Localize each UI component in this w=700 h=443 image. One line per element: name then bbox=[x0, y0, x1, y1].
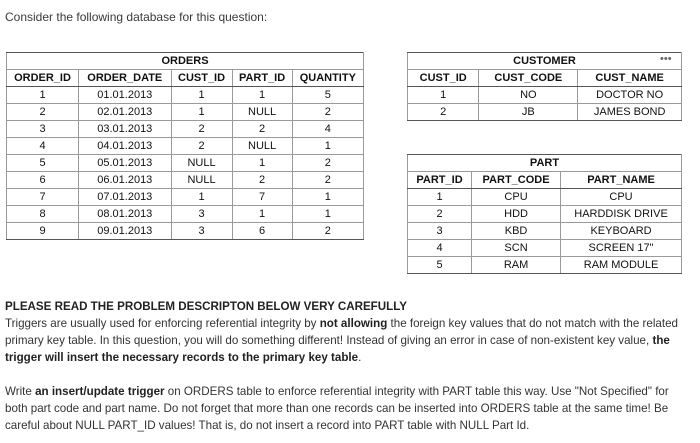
orders-table-row bbox=[7, 121, 364, 138]
orders-table-cell: 1 bbox=[232, 87, 292, 104]
part-column-header: PART_CODE bbox=[472, 172, 561, 189]
orders-table-cell: 08.01.2013 bbox=[79, 206, 172, 223]
orders-table-cell: 07.01.2013 bbox=[79, 189, 172, 206]
orders-table-cell: 6 bbox=[7, 172, 79, 189]
orders-table-cell: 02.01.2013 bbox=[79, 104, 172, 121]
orders-table-cell: 2 bbox=[292, 223, 363, 240]
orders-table-cell: NULL bbox=[171, 155, 232, 172]
p1-bold-trigger-insert: the trigger will insert the necessary records to the primary key table bbox=[5, 334, 670, 364]
customer-header-row bbox=[408, 70, 682, 87]
part-table-row bbox=[408, 223, 682, 240]
orders-table-cell: 09.01.2013 bbox=[79, 223, 172, 240]
orders-table-cell: 1 bbox=[292, 189, 363, 206]
orders-table-row bbox=[7, 223, 364, 240]
customer-table-row bbox=[408, 104, 682, 121]
part-table-cell: KEYBOARD bbox=[561, 223, 682, 240]
problem-paragraph-2 bbox=[5, 383, 693, 434]
orders-table-cell: 2 bbox=[292, 155, 363, 172]
orders-table-cell: 2 bbox=[292, 172, 363, 189]
part-table-cell: SCN bbox=[472, 240, 561, 257]
part-table-cell: RAM bbox=[472, 257, 561, 274]
part-table-cell: KBD bbox=[472, 223, 561, 240]
orders-column-header: ORDER_ID bbox=[7, 70, 79, 87]
part-table bbox=[407, 154, 682, 274]
customer-table-cell: DOCTOR NO bbox=[578, 87, 682, 104]
p1-bold-not-allowing: not allowing bbox=[319, 317, 388, 330]
orders-table-cell: 3 bbox=[171, 223, 232, 240]
orders-table-cell: 1 bbox=[232, 206, 292, 223]
orders-table-cell: 1 bbox=[7, 87, 79, 104]
customer-table bbox=[407, 52, 682, 121]
orders-table-cell: 3 bbox=[7, 121, 79, 138]
orders-header-row bbox=[7, 70, 364, 87]
orders-table-cell: 1 bbox=[171, 189, 232, 206]
part-table-cell: RAM MODULE bbox=[561, 257, 682, 274]
orders-table-cell: 04.01.2013 bbox=[79, 138, 172, 155]
orders-table-cell: 2 bbox=[292, 104, 363, 121]
orders-table-cell: 2 bbox=[232, 172, 292, 189]
customer-column-header: CUST_NAME bbox=[578, 70, 682, 87]
orders-table-cell: 2 bbox=[7, 104, 79, 121]
orders-table-cell: 2 bbox=[171, 138, 232, 155]
orders-table-cell: 2 bbox=[232, 121, 292, 138]
problem-heading: PLEASE READ THE PROBLEM DESCRIPTON BELOW VERY CAREFULLY bbox=[5, 300, 407, 313]
orders-table-row bbox=[7, 189, 364, 206]
orders-table-cell: 8 bbox=[7, 206, 79, 223]
orders-table-cell: NULL bbox=[232, 104, 292, 121]
orders-table-cell: 03.01.2013 bbox=[79, 121, 172, 138]
part-table-cell: 1 bbox=[408, 189, 472, 206]
p1-text-e: . bbox=[358, 351, 362, 364]
part-table-row bbox=[408, 206, 682, 223]
customer-table-cell: NO bbox=[479, 87, 578, 104]
orders-table-row bbox=[7, 87, 364, 104]
part-column-header: PART_ID bbox=[408, 172, 472, 189]
part-table-row bbox=[408, 257, 682, 274]
part-table-cell: 3 bbox=[408, 223, 472, 240]
orders-table-cell: 06.01.2013 bbox=[79, 172, 172, 189]
customer-table-cell: JB bbox=[479, 104, 578, 121]
problem-description bbox=[5, 298, 693, 434]
customer-table-cell: 2 bbox=[408, 104, 479, 121]
orders-table-cell: 1 bbox=[292, 206, 363, 223]
customer-table-title: CUSTOMER bbox=[408, 53, 682, 70]
orders-table-title: ORDERS bbox=[7, 53, 364, 70]
orders-table-cell: 1 bbox=[292, 138, 363, 155]
part-table-cell: HARDDISK DRIVE bbox=[561, 206, 682, 223]
orders-table-cell: 7 bbox=[232, 189, 292, 206]
orders-table-cell: 7 bbox=[7, 189, 79, 206]
part-table-cell: CPU bbox=[472, 189, 561, 206]
part-table-cell: 4 bbox=[408, 240, 472, 257]
customer-column-header: CUST_CODE bbox=[479, 70, 578, 87]
problem-paragraph-1 bbox=[5, 315, 693, 366]
orders-table-row bbox=[7, 155, 364, 172]
orders-table-cell: 9 bbox=[7, 223, 79, 240]
part-table-cell: CPU bbox=[561, 189, 682, 206]
orders-table-cell: NULL bbox=[232, 138, 292, 155]
part-table-title: PART bbox=[408, 155, 682, 172]
intro-text: Consider the following database for this question: bbox=[5, 10, 268, 24]
customer-table-cell: 1 bbox=[408, 87, 479, 104]
customer-table-cell: JAMES BOND bbox=[578, 104, 682, 121]
orders-table-row bbox=[7, 104, 364, 121]
orders-table-cell: 01.01.2013 bbox=[79, 87, 172, 104]
orders-table-cell: 5 bbox=[7, 155, 79, 172]
orders-table-cell: 1 bbox=[171, 87, 232, 104]
orders-table-cell: 1 bbox=[232, 155, 292, 172]
p1-text-a: Triggers are usually used for enforcing referential integrity by bbox=[5, 317, 320, 330]
orders-table-row bbox=[7, 206, 364, 223]
orders-table-cell: 6 bbox=[232, 223, 292, 240]
customer-column-header: CUST_ID bbox=[408, 70, 479, 87]
orders-table-cell: 3 bbox=[171, 206, 232, 223]
orders-table-row bbox=[7, 138, 364, 155]
part-header-row bbox=[408, 172, 682, 189]
orders-table-cell: 1 bbox=[171, 104, 232, 121]
p2-text-a: Write bbox=[5, 385, 36, 398]
p2-text-c: on ORDERS table to enforce referential integrity with PART table this way. Use "Not Specified" for both part code and part name. Do not forget that more than one records can be inserted into ORDERS table at the same time! Be careful about NULL PART_ID values! That is, do not insert a record into PART table with NULL Part Id. bbox=[5, 385, 669, 432]
ellipsis-icon[interactable]: ••• bbox=[660, 53, 672, 65]
orders-table bbox=[6, 52, 364, 240]
orders-table-cell: 5 bbox=[292, 87, 363, 104]
orders-column-header: CUST_ID bbox=[171, 70, 232, 87]
orders-table-cell: NULL bbox=[171, 172, 232, 189]
part-table-cell: SCREEN 17" bbox=[561, 240, 682, 257]
orders-table-cell: 4 bbox=[292, 121, 363, 138]
p1-text-c: the foreign key values that do not match with the related primary key table. In this question, you will do something different! Instead of giving an error in case of non-existent key value, bbox=[5, 317, 678, 347]
customer-table-row bbox=[408, 87, 682, 104]
part-column-header: PART_NAME bbox=[561, 172, 682, 189]
part-table-cell: 5 bbox=[408, 257, 472, 274]
part-table-cell: HDD bbox=[472, 206, 561, 223]
orders-column-header: PART_ID bbox=[232, 70, 292, 87]
part-table-cell: 2 bbox=[408, 206, 472, 223]
part-table-row bbox=[408, 189, 682, 206]
p2-bold-trigger: an insert/update trigger bbox=[35, 385, 165, 398]
orders-table-row bbox=[7, 172, 364, 189]
orders-column-header: ORDER_DATE bbox=[79, 70, 172, 87]
orders-column-header: QUANTITY bbox=[292, 70, 363, 87]
orders-table-cell: 05.01.2013 bbox=[79, 155, 172, 172]
orders-table-cell: 2 bbox=[171, 121, 232, 138]
orders-table-cell: 4 bbox=[7, 138, 79, 155]
part-table-row bbox=[408, 240, 682, 257]
